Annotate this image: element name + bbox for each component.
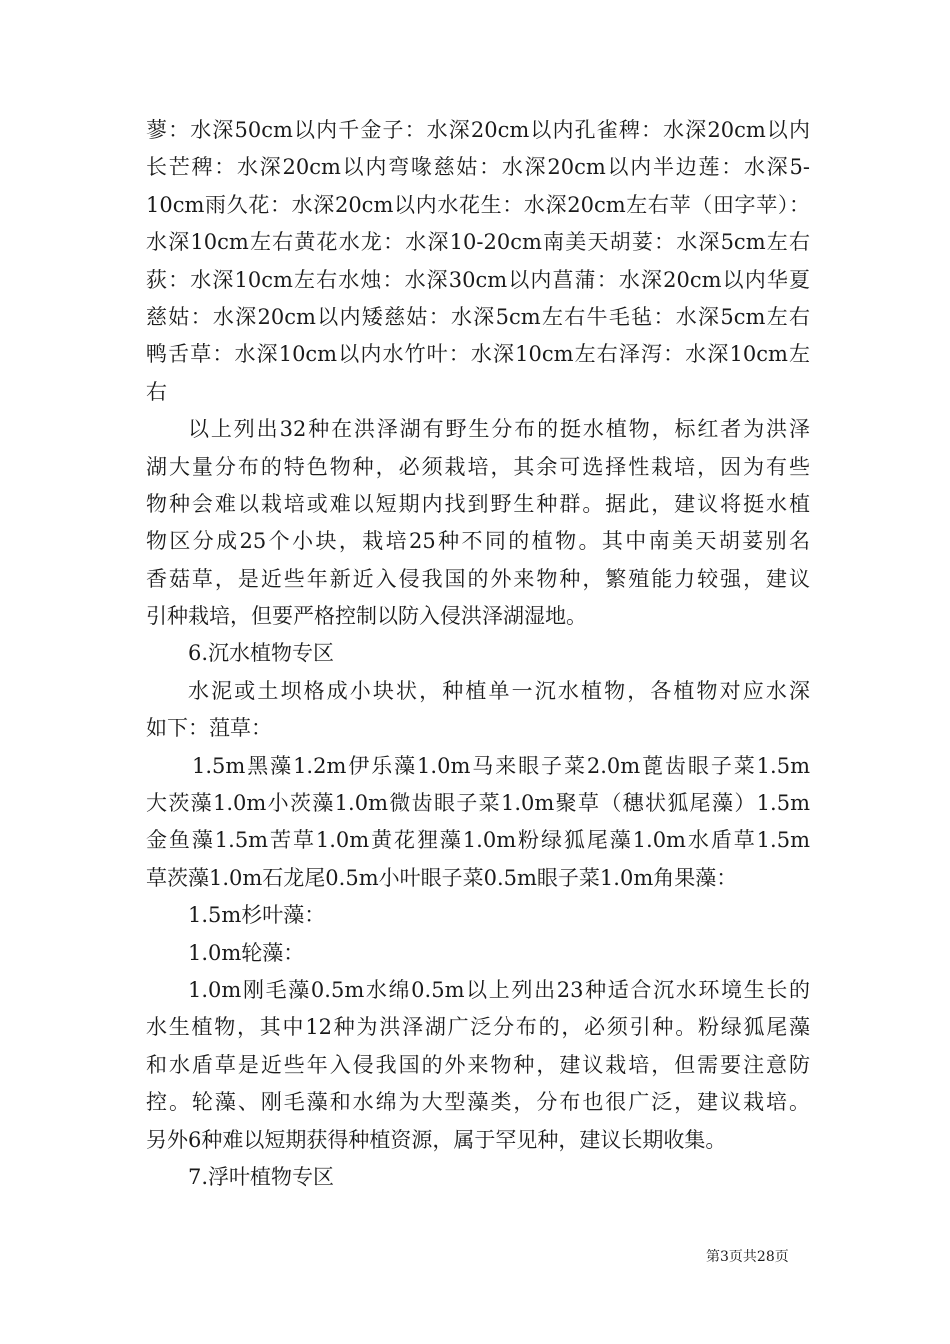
document-body <box>146 112 810 1196</box>
paragraph-first-line: 1.5m黑藻1.2m伊乐藻1.0m马来眼子菜2.0m蓖齿眼子菜1.5m <box>192 753 810 778</box>
text-line: 水深10cm左右黄花水龙：水深10-20cm南美天胡荽：水深5cm左右 <box>146 230 810 255</box>
text-line: 金鱼藻1.5m苦草1.0m黄花狸藻1.0m粉绿狐尾藻1.0m水盾草1.5m <box>146 828 810 853</box>
paragraph-first-line: 1.0m刚毛藻0.5m水绵0.5m以上列出23种适合沉水环境生长的 <box>188 977 810 1002</box>
text-line: 右 <box>146 379 167 404</box>
text-line: 物区分成25个小块，栽培25种不同的植物。其中南美天胡荽别名 <box>146 529 810 554</box>
section-heading: 7.浮叶植物专区 <box>188 1164 335 1189</box>
paragraph-first-line: 以上列出32种在洪泽湖有野生分布的挺水植物，标红者为洪泽 <box>188 417 810 442</box>
paragraph-first-line: 1.0m轮藻： <box>188 940 305 965</box>
paragraph-first-line: 1.5m杉叶藻： <box>188 903 326 928</box>
text-line: 鸭舌草：水深10cm以内水竹叶：水深10cm左右泽泻：水深10cm左 <box>146 342 810 367</box>
text-line: 慈姑：水深20cm以内矮慈姑：水深5cm左右牛毛毡：水深5cm左右 <box>146 304 810 329</box>
text-line: 长芒稗：水深20cm以内弯喙慈姑：水深20cm以内半边莲：水深5- <box>146 155 810 180</box>
text-line: 另外6种难以短期获得种植资源，属于罕见种，建议长期收集。 <box>146 1127 727 1152</box>
paragraph-first-line: 水泥或土坝格成小块状，种植单一沉水植物，各植物对应水深 <box>188 678 810 703</box>
text-line: 草茨藻1.0m石龙尾0.5m小叶眼子菜0.5m眼子菜1.0m角果藻： <box>146 865 738 890</box>
text-line: 如下：菹草： <box>146 716 272 741</box>
section-heading: 6.沉水植物专区 <box>188 641 335 666</box>
text-line: 10cm雨久花：水深20cm以内水花生：水深20cm左右苹（田字苹）： <box>146 192 810 217</box>
text-line: 蓼：水深50cm以内千金子：水深20cm以内孔雀稗：水深20cm以内 <box>146 118 810 142</box>
text-line: 荻：水深10cm左右水烛：水深30cm以内菖蒲：水深20cm以内华夏 <box>146 267 810 292</box>
text-line: 和水盾草是近些年入侵我国的外来物种，建议栽培，但需要注意防 <box>146 1052 810 1077</box>
text-line: 大茨藻1.0m小茨藻1.0m微齿眼子菜1.0m聚草（穗状狐尾藻）1.5m <box>146 791 810 816</box>
text-line: 物种会难以栽培或难以短期内找到野生种群。据此，建议将挺水植 <box>146 491 810 516</box>
text-line: 控。轮藻、刚毛藻和水绵为大型藻类，分布也很广泛，建议栽培。 <box>146 1090 810 1115</box>
text-line: 引种栽培，但要严格控制以防入侵洪泽湖湿地。 <box>146 604 587 629</box>
text-line: 水生植物，其中12种为洪泽湖广泛分布的，必须引种。粉绿狐尾藻 <box>146 1015 810 1040</box>
page-number-footer: 第3页共28页 <box>706 1249 789 1265</box>
text-line: 湖大量分布的特色物种，必须栽培，其余可选择性栽培，因为有些 <box>146 454 810 479</box>
text-line: 香菇草，是近些年新近入侵我国的外来物种，繁殖能力较强，建议 <box>146 566 810 591</box>
